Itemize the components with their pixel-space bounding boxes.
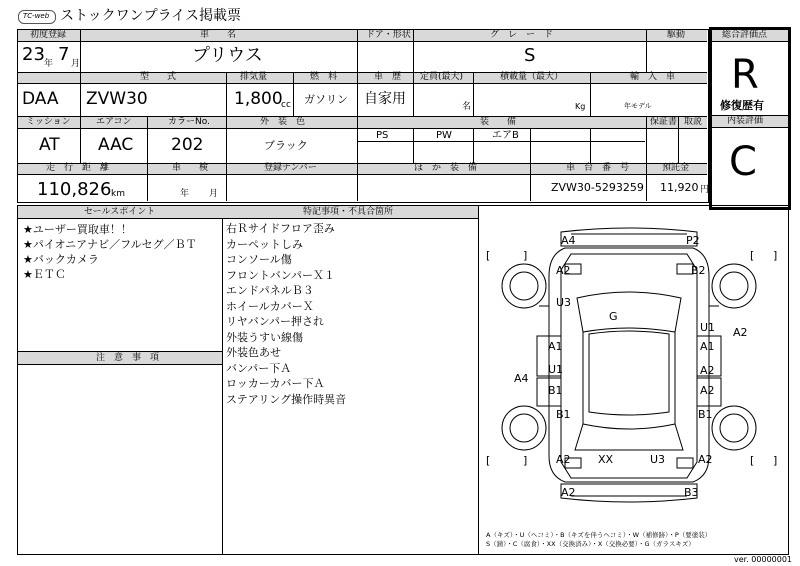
insp-month: 月 [209, 189, 219, 199]
sales-point: ★バックカメラ [23, 253, 99, 266]
reg-month-unit: 月 [71, 59, 81, 69]
load-unit: Kg [575, 102, 586, 111]
remarks-title: 特記事項・不具合箇所 [303, 207, 394, 217]
equip-ps: PS [376, 130, 389, 141]
sales-point: ★ユーザー買取車！！ [23, 223, 132, 236]
overall-grade: R [731, 52, 759, 98]
label-manual: 取説 [684, 117, 703, 127]
damage-code: B1 [548, 384, 563, 397]
sales-points-title: セールスポイント [84, 207, 156, 217]
interior-grade-label: 内装評価 [727, 116, 764, 126]
label-inspection: 車 検 [172, 163, 209, 173]
label-model: 型 式 [140, 72, 177, 82]
label-exterior-color: 外 装 色 [260, 117, 306, 127]
remark-item: ホイールカバーＸ [226, 299, 314, 313]
remark-item: カーペットしみ [226, 237, 303, 251]
site-logo [18, 10, 56, 24]
bracket: [ [486, 249, 491, 262]
aircon: AAC [98, 135, 134, 155]
logo-text: TC-web [23, 12, 50, 20]
capacity-unit: 名 [462, 102, 472, 112]
disp-unit: cc [281, 100, 291, 110]
damage-code: B3 [684, 486, 699, 499]
damage-code: A2 [700, 384, 715, 397]
version-label: ver. 00000001 [734, 555, 793, 564]
damage-code: A4 [514, 372, 529, 385]
reg-month: 7 [58, 44, 70, 65]
remark-item: ステアリング操作時異音 [226, 392, 347, 406]
damage-code: A2 [561, 486, 576, 499]
sales-point: ★ＥＴＣ [23, 268, 66, 281]
damage-code: G [609, 310, 618, 323]
remark-item: 右Ｒサイドフロア歪み [226, 222, 335, 235]
damage-code: A2 [700, 364, 715, 377]
mileage-unit: km [111, 189, 125, 199]
damage-code: P2 [686, 234, 700, 247]
label-chassis: 車 台 番 号 [566, 163, 630, 173]
equip-pw: PW [436, 130, 452, 141]
exterior-color: ブラック [264, 139, 308, 152]
insp-year: 年 [180, 189, 190, 199]
damage-code: A1 [548, 340, 563, 353]
chassis-number: ZVW30-5293259 [551, 181, 644, 194]
label-door-shape: ドア・形状 [366, 30, 411, 40]
notes-title: 注 意 事 項 [96, 353, 160, 363]
model-prefix: DAA [22, 89, 59, 109]
overall-grade-label: 総合評価点 [722, 30, 768, 40]
damage-code: U1 [548, 363, 564, 376]
bracket: ] [523, 249, 528, 262]
mileage: 110,826 [37, 179, 112, 200]
bracket: [ [486, 454, 491, 467]
reg-year-unit: 年 [44, 59, 54, 69]
damage-code: A2 [556, 453, 571, 466]
equip-airbag: エアB [492, 130, 519, 141]
damage-code: A2 [698, 453, 713, 466]
bracket: ] [773, 454, 778, 467]
label-drive: 駆動 [667, 30, 686, 40]
label-warranty: 保証書 [650, 117, 678, 127]
car-name: プリウス [192, 45, 263, 66]
color-no: 202 [171, 135, 204, 155]
damage-code: U3 [650, 453, 666, 466]
remark-item: バンパー下Ａ [226, 361, 292, 375]
legend-line-1: A（キズ）・U（ヘコミ）・B（キズを伴うヘコミ）・W（補修跡）・P（要塗装） [486, 531, 712, 539]
remark-item: 外装色あせ [226, 346, 281, 359]
damage-code: A4 [561, 234, 576, 247]
remark-item: ロッカーカバー下Ａ [226, 377, 325, 390]
label-color-no: カラーNo. [168, 117, 210, 127]
legend-line-2: S（錆）・C（腐食）・XX（交換済み）・X（交換必要）・G（ガラスキズ） [486, 540, 695, 548]
label-price: 預託金 [662, 163, 690, 173]
bracket: [ [750, 454, 755, 467]
label-car-name: 車 名 [200, 30, 237, 40]
label-other-equipment: ほ か 装 備 [414, 163, 478, 173]
displacement: 1,800 [234, 89, 283, 109]
interior-grade: C [729, 139, 757, 185]
damage-code: A1 [700, 340, 715, 353]
label-mileage: 走 行 距 離 [46, 163, 110, 173]
label-first-reg: 初度登録 [30, 30, 67, 40]
remark-item: リヤバンパー押され [226, 315, 325, 328]
remark-item: コンソール傷 [226, 253, 292, 266]
import-unit: 年モデル [624, 102, 652, 110]
bracket: ] [523, 454, 528, 467]
mission: AT [39, 135, 60, 155]
damage-code: XX [598, 453, 614, 466]
fuel: ガソリン [304, 93, 348, 106]
remarks-list [226, 221, 346, 407]
remark-item: エンドパネルＢ３ [226, 284, 314, 297]
grade-value: S [524, 45, 536, 66]
deposit-price: 11,920 [660, 181, 699, 194]
damage-code: B1 [556, 408, 571, 421]
repair-history: 修復歴有 [720, 99, 764, 112]
label-load: 積載量（最大） [500, 72, 564, 82]
bracket: [ [750, 249, 755, 262]
bracket: ] [773, 249, 778, 262]
remark-item: 外装うすい線傷 [226, 330, 303, 344]
label-capacity: 定員(最大) [420, 72, 464, 82]
label-mission: ミッション [26, 117, 71, 127]
label-fuel: 燃 料 [310, 72, 338, 82]
damage-code: B2 [691, 264, 706, 277]
label-plate: 登録ナンバー [264, 163, 317, 173]
price-unit: 円 [700, 185, 710, 195]
remark-item: フロントバンパーＸ１ [226, 268, 336, 282]
reg-year: 23 [22, 44, 45, 65]
damage-code: B1 [698, 408, 713, 421]
damage-code: A2 [556, 264, 571, 277]
page-title: ストックワンプライス掲載票 [60, 8, 242, 24]
label-grade: グ レ ー ド [490, 30, 554, 40]
car-type: 自家用 [364, 91, 406, 107]
model-code: ZVW30 [86, 89, 148, 109]
label-displacement: 排気量 [240, 72, 268, 82]
damage-code: U3 [556, 296, 572, 309]
label-aircon: エアコン [96, 117, 132, 127]
sales-points-list [23, 222, 197, 282]
sales-point: ★パイオニアナビ／フルセグ／ＢＴ [23, 238, 197, 251]
damage-code: U1 [700, 321, 716, 334]
label-import: 輸 入 車 [630, 72, 676, 82]
label-equipment: 装 備 [480, 117, 517, 127]
damage-code: A2 [733, 326, 748, 339]
label-car-type: 車 歴 [374, 72, 402, 82]
